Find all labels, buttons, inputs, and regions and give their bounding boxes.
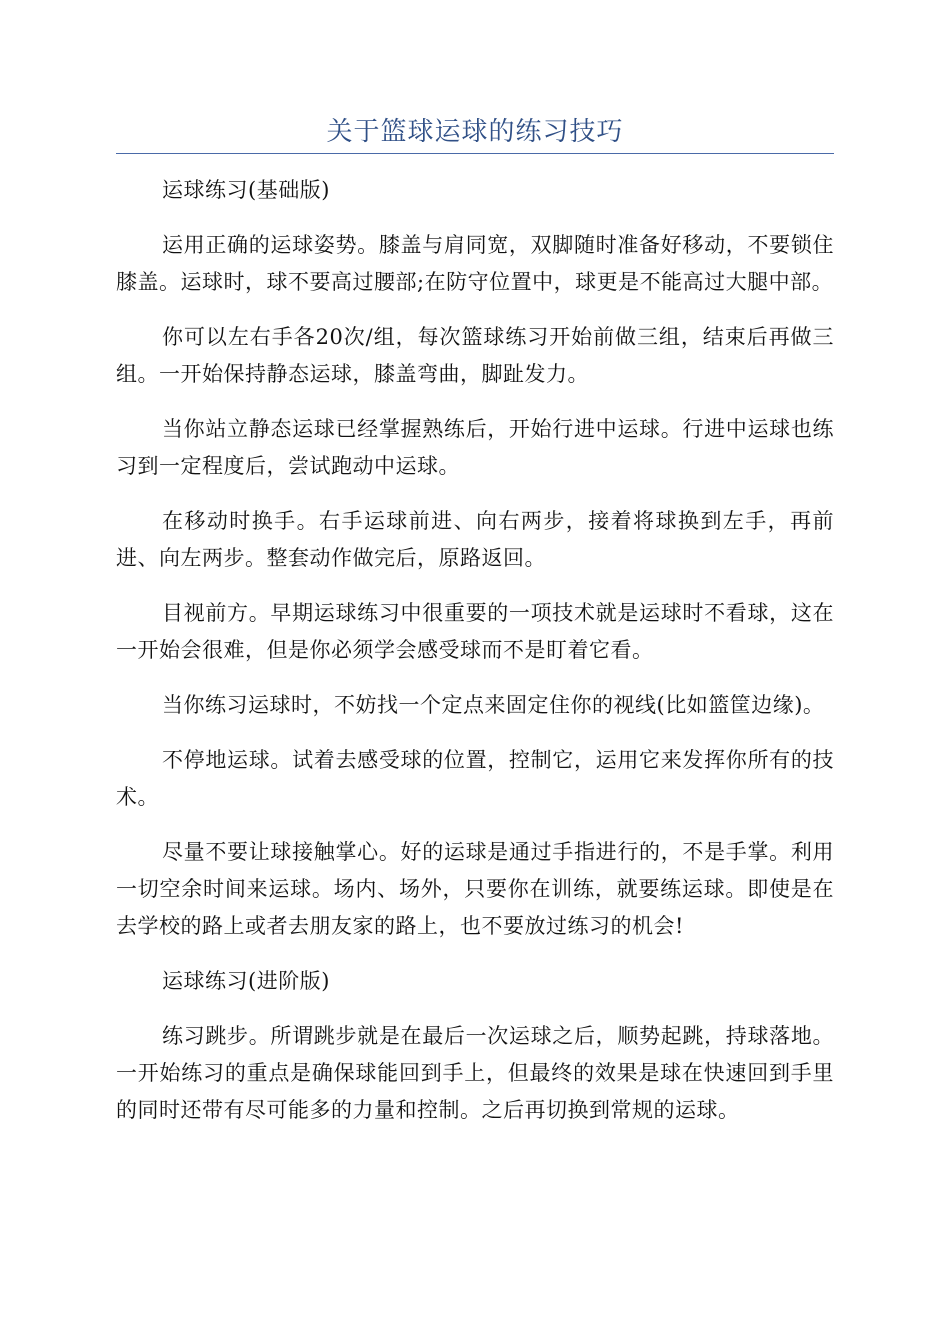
paragraph-moving-dribble: 当你站立静态运球已经掌握熟练后，开始行进中运球。行进中运球也练习到一定程度后，尝试跑动中运球。: [116, 417, 834, 478]
paragraph-keep-dribbling: 不停地运球。试着去感受球的位置，控制它，运用它来发挥你所有的技术。: [116, 748, 834, 809]
paragraph-look-ahead: 目视前方。早期运球练习中很重要的一项技术就是运球时不看球，这在一开始会很难，但是你必须学会感受球而不是盯着它看。: [116, 601, 834, 662]
document-body: [116, 172, 834, 1147]
paragraph-sets: 你可以左右手各20次/组，每次篮球练习开始前做三组，结束后再做三组。一开始保持静态运球，膝盖弯曲，脚趾发力。: [116, 325, 834, 386]
section-heading-basic: 运球练习(基础版): [162, 178, 330, 202]
title-underline: [116, 153, 834, 154]
paragraph-switch-hands: 在移动时换手。右手运球前进、向右两步，接着将球换到左手，再前进、向左两步。整套动作做完后，原路返回。: [116, 509, 834, 570]
paragraph-fingertips: 尽量不要让球接触掌心。好的运球是通过手指进行的，不是手掌。利用一切空余时间来运球。场内、场外，只要你在训练，就要练运球。即使是在去学校的路上或者去朋友家的路上，也不要放过练习的机会!: [116, 840, 834, 938]
paragraph-jump-stop: 练习跳步。所谓跳步就是在最后一次运球之后，顺势起跳，持球落地。一开始练习的重点是确保球能回到手上，但最终的效果是球在快速回到手里的同时还带有尽可能多的力量和控制。之后再切换到常规的运球。: [116, 1024, 834, 1122]
paragraph-posture: 运用正确的运球姿势。膝盖与肩同宽，双脚随时准备好移动，不要锁住膝盖。运球时，球不要高过腰部;在防守位置中，球更是不能高过大腿中部。: [116, 233, 834, 294]
paragraph-fixed-point: 当你练习运球时，不妨找一个定点来固定住你的视线(比如篮筐边缘)。: [162, 693, 825, 717]
section-heading-advanced: 运球练习(进阶版): [162, 969, 330, 993]
document-title: 关于篮球运球的练习技巧: [326, 117, 624, 147]
